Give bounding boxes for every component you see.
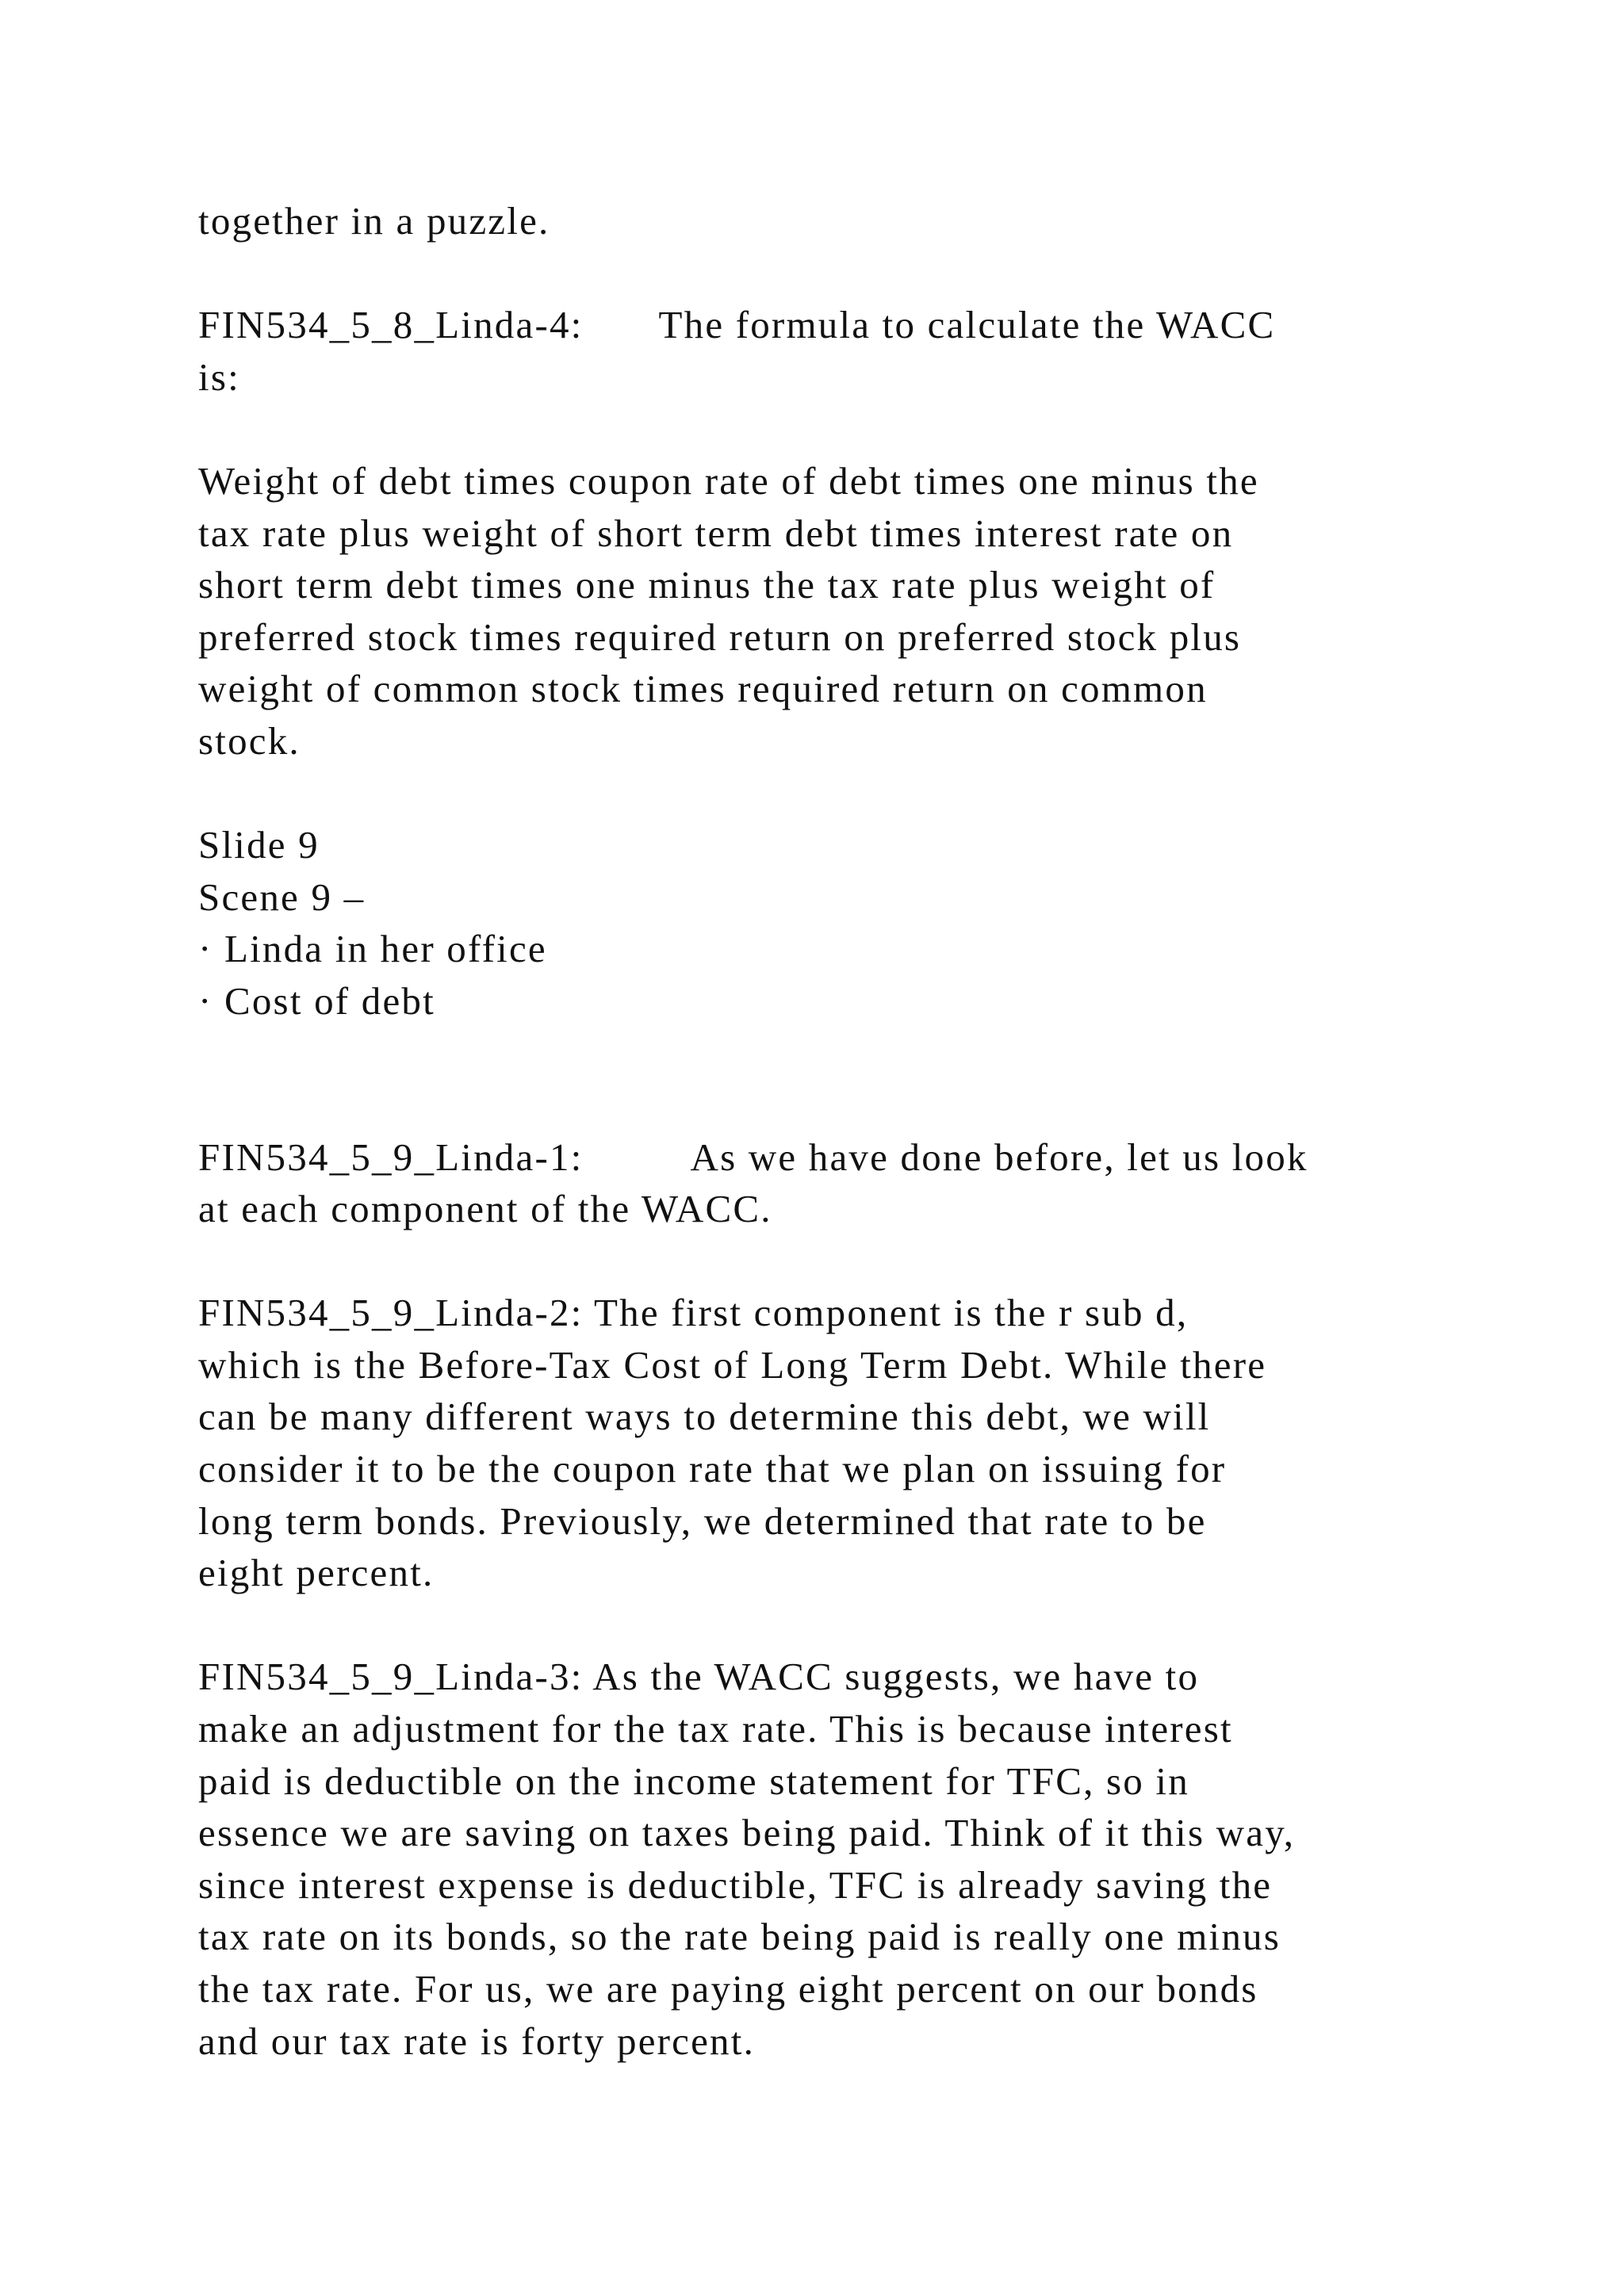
- document-body: [198, 195, 1435, 2119]
- linda-9-2-paragraph: [198, 1287, 1435, 1599]
- paragraph-line: long term bonds. Previously, we determined that rate to be: [198, 1498, 1207, 1543]
- paragraph-line: FIN534_5_9_Linda-3: As the WACC suggests, we have to: [198, 1655, 1200, 1699]
- speaker-label: FIN534_5_9_Linda-1:: [198, 1135, 584, 1179]
- paragraph-line: consider it to be the coupon rate that we plan on issuing for: [198, 1447, 1227, 1491]
- slide-heading: Slide 9: [198, 823, 320, 867]
- scene-bullet: · Linda in her office: [198, 927, 547, 971]
- linda-8-4-line-1: [198, 299, 1435, 351]
- paragraph-line: make an adjustment for the tax rate. This is because interest: [198, 1707, 1233, 1751]
- formula-paragraph: [198, 455, 1435, 767]
- formula-line: preferred stock times required return on preferred stock plus: [198, 614, 1242, 659]
- paragraph-line: paid is deductible on the income statement for TFC, so in: [198, 1758, 1189, 1803]
- paragraph-line: FIN534_5_9_Linda-2: The first component is the r sub d,: [198, 1291, 1189, 1335]
- blank-space: [198, 1027, 1435, 1131]
- formula-line: weight of common stock times required return on common: [198, 667, 1208, 711]
- linda-9-3-paragraph: [198, 1651, 1435, 2067]
- speaker-label: FIN534_5_8_Linda-4:: [198, 303, 584, 347]
- linda-8-4-line-2: is:: [198, 354, 240, 399]
- dialogue-text: As we have done before, let us look: [690, 1135, 1308, 1179]
- formula-line: tax rate plus weight of short term debt times interest rate on: [198, 511, 1234, 555]
- intro-paragraph: [198, 195, 1435, 247]
- linda-9-1-paragraph: [198, 1131, 1435, 1235]
- scene-bullet: · Cost of debt: [198, 978, 435, 1023]
- formula-line: Weight of debt times coupon rate of debt times one minus the: [198, 458, 1259, 503]
- scene-description: [198, 819, 1435, 1027]
- formula-line: stock.: [198, 718, 301, 763]
- paragraph-line: and our tax rate is forty percent.: [198, 2019, 756, 2063]
- paragraph-line: since interest expense is deductible, TFC is already saving the: [198, 1862, 1273, 1907]
- dialogue-text: The formula to calculate the WACC: [658, 303, 1276, 347]
- paragraph-line: can be many different ways to determine this debt, we will: [198, 1395, 1211, 1439]
- paragraph-line: the tax rate. For us, we are paying eight percent on our bonds: [198, 1967, 1258, 2011]
- formula-line: short term debt times one minus the tax rate plus weight of: [198, 563, 1216, 607]
- paragraph-line: tax rate on its bonds, so the rate being paid is really one minus: [198, 1915, 1281, 1959]
- linda-9-1-line-1: [198, 1131, 1435, 1184]
- intro-line: together in a puzzle.: [198, 199, 550, 243]
- linda-8-4-paragraph: [198, 299, 1435, 403]
- scene-heading: Scene 9 –: [198, 874, 366, 919]
- paragraph-line: which is the Before-Tax Cost of Long Term Debt. While there: [198, 1342, 1267, 1387]
- paragraph-line: eight percent.: [198, 1551, 435, 1595]
- linda-9-1-line-2: at each component of the WACC.: [198, 1187, 772, 1231]
- paragraph-line: essence we are saving on taxes being paid. Think of it this way,: [198, 1811, 1296, 1855]
